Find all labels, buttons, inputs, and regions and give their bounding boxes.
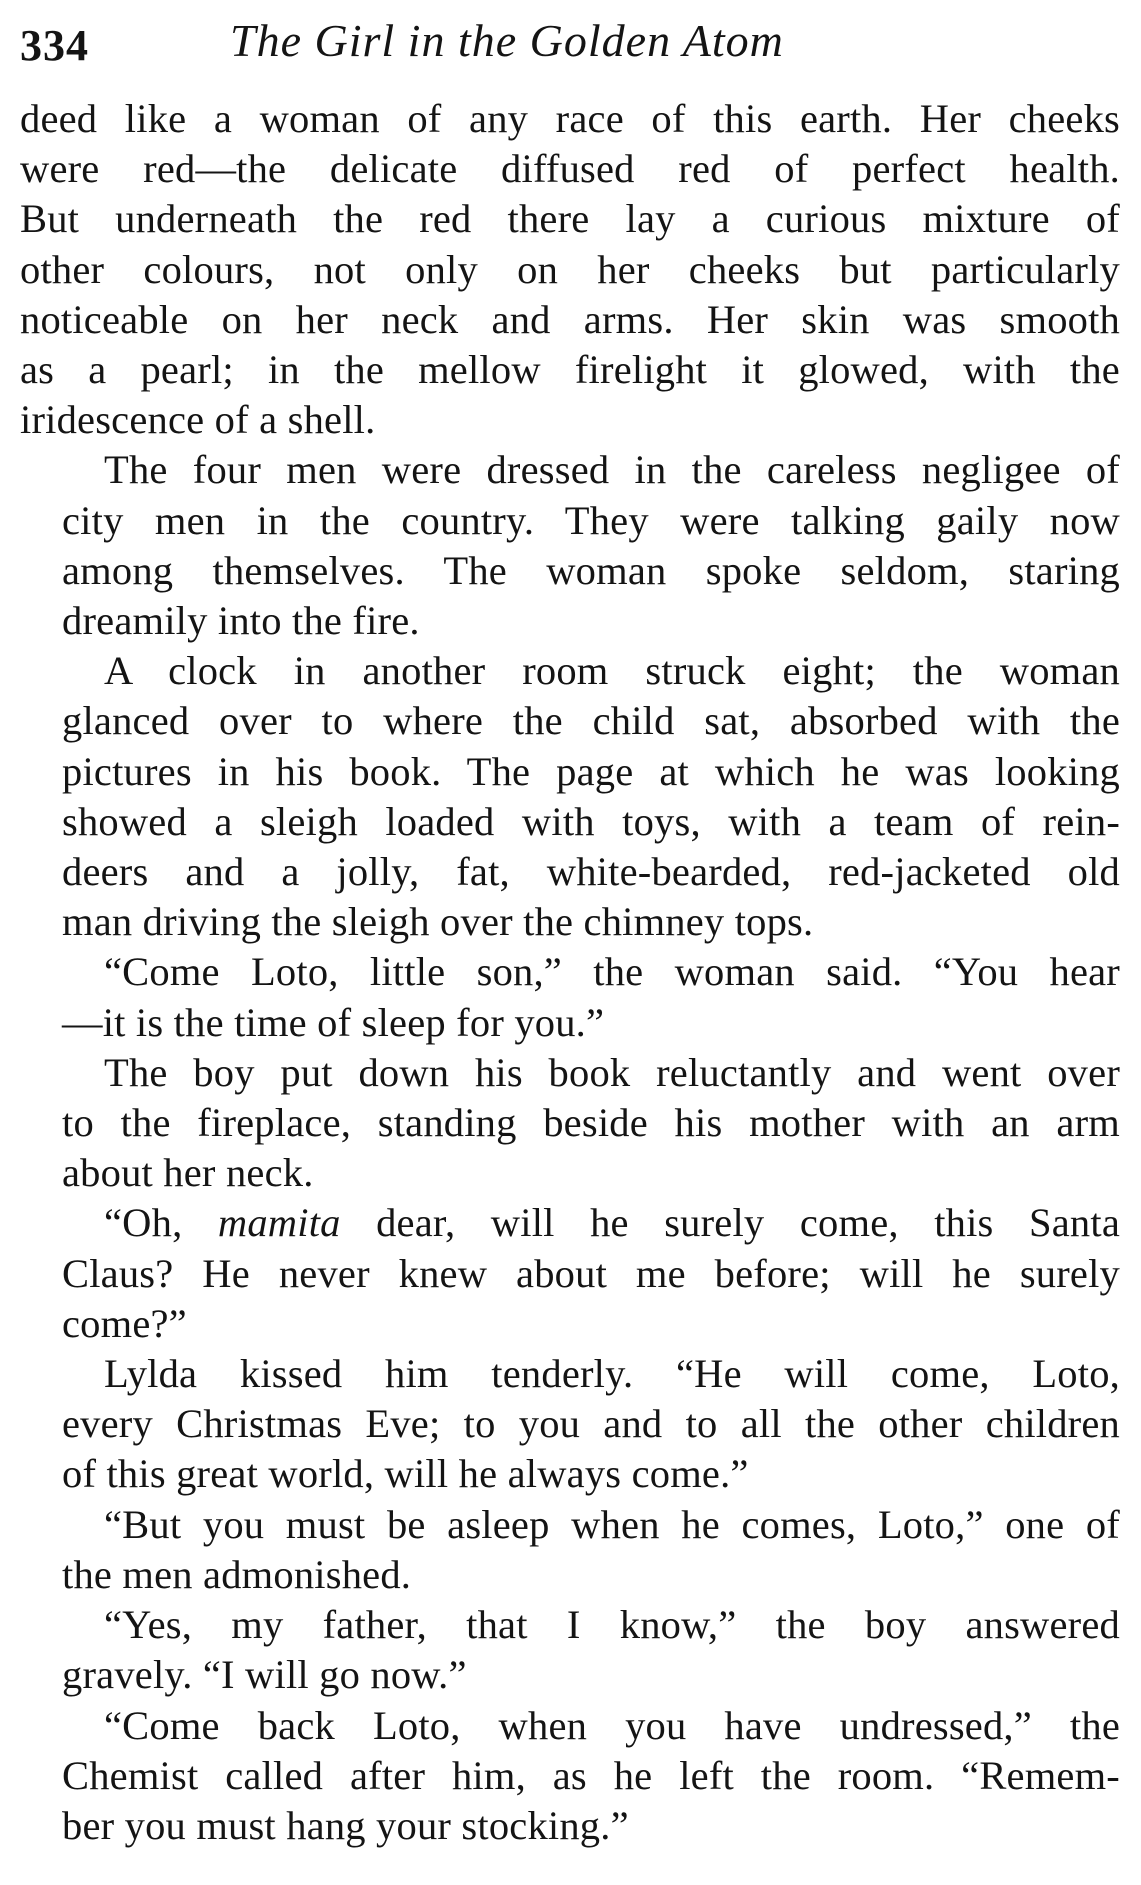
text-line: The boy put down his book reluctantly and went over — [104, 1049, 1120, 1095]
text-line: about her neck. — [62, 1150, 314, 1196]
text-line: glanced over to where the child sat, absorbed with the — [62, 698, 1120, 744]
paragraph — [20, 1048, 1120, 1199]
text-line: “Come back Loto, when you have undressed,” the — [104, 1702, 1120, 1748]
text-line: as a pearl; in the mellow firelight it glowed, with the — [20, 347, 1120, 393]
paragraph — [20, 646, 1120, 947]
text-line — [20, 1198, 1120, 1248]
text-line: city men in the country. They were talking gaily now — [62, 497, 1120, 543]
text-run: “Oh, — [104, 1200, 218, 1246]
text-line: of this great world, will he always come.” — [62, 1451, 749, 1497]
text-line: were red—the delicate diffused red of perfect health. — [20, 146, 1120, 192]
text-line: “But you must be asleep when he comes, Loto,” one of — [104, 1501, 1120, 1547]
text-line: showed a sleigh loaded with toys, with a team of rein- — [62, 798, 1120, 844]
text-line: dreamily into the fire. — [62, 598, 420, 644]
text-line: The four men were dressed in the careless negligee of — [104, 447, 1120, 493]
text-line: deers and a jolly, fat, white-bearded, red-jacketed old — [62, 849, 1120, 895]
text-line: iridescence of a shell. — [20, 397, 376, 443]
text-line: “Yes, my father, that I know,” the boy answered — [104, 1602, 1120, 1648]
text-line: gravely. “I will go now.” — [62, 1652, 467, 1698]
text-line: other colours, not only on her cheeks but particularly — [20, 246, 1120, 292]
running-head — [20, 14, 900, 74]
text-line: A clock in another room struck eight; the woman — [104, 648, 1120, 694]
text-line: among themselves. The woman spoke seldom, staring — [62, 547, 1120, 593]
text-line: Lylda kissed him tenderly. “He will come, Loto, — [104, 1351, 1120, 1397]
text-line: “Come Loto, little son,” the woman said. “You hear — [104, 949, 1120, 995]
text-line: Claus? He never knew about me before; will he surely — [62, 1250, 1120, 1296]
text-line: come?” — [62, 1300, 187, 1346]
paragraph — [20, 1701, 1120, 1852]
text-line: every Christmas Eve; to you and to all the other children — [62, 1401, 1120, 1447]
paragraph — [20, 947, 1120, 1047]
text-line: But underneath the red there lay a curious mixture of — [20, 196, 1120, 242]
text-line: to the fireplace, standing beside his mother with an arm — [62, 1100, 1120, 1146]
body-text — [20, 94, 1120, 1851]
paragraph — [20, 1349, 1120, 1500]
text-line: deed like a woman of any race of this earth. Her cheeks — [20, 96, 1120, 141]
text-line: ber you must hang your stocking.” — [62, 1802, 629, 1848]
text-line: pictures in his book. The page at which he was looking — [62, 748, 1120, 794]
paragraph — [20, 94, 1120, 445]
text-line: the men admonished. — [62, 1551, 412, 1597]
paragraph — [20, 1500, 1120, 1600]
paragraph — [20, 1198, 1120, 1349]
paragraph — [20, 1600, 1120, 1700]
text-line: —it is the time of sleep for you.” — [62, 999, 605, 1045]
page-number: 334 — [20, 21, 89, 70]
book-title: The Girl in the Golden Atom — [230, 15, 784, 66]
text-line: noticeable on her neck and arms. Her skin was smooth — [20, 296, 1120, 342]
paragraph — [20, 445, 1120, 646]
italic-word: mamita — [217, 1200, 341, 1246]
text-line: man driving the sleigh over the chimney tops. — [62, 899, 814, 945]
text-run: dear, will he surely come, this Santa — [340, 1200, 1120, 1246]
text-line: Chemist called after him, as he left the room. “Remem- — [62, 1752, 1120, 1798]
